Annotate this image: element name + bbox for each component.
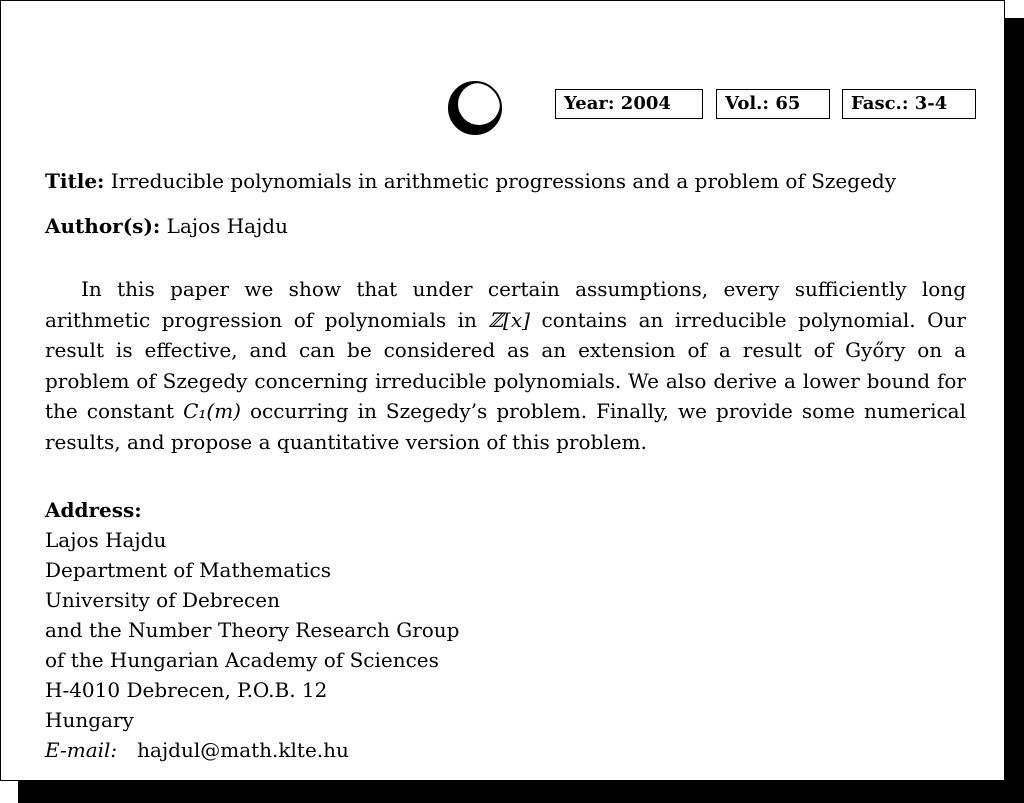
address-line: Hungary (45, 708, 134, 732)
fascicle-badge: Fasc.: 3-4 (842, 89, 976, 119)
title-value: Irreducible polynomials in arithmetic progressions and a problem of Szegedy (110, 169, 897, 193)
abstract-part-3: occurring in Szegedy’s problem. Finally, we provide some numerical results, and propose a quantitative version of this problem. (45, 399, 966, 454)
abstract-text (45, 274, 966, 457)
abstract-part-1: In this paper we show that under certain assumptions, every sufficiently long arithmetic progression of polynomials in (45, 277, 966, 332)
address-line: of the Hungarian Academy of Sciences (45, 648, 439, 672)
address-line: Department of Mathematics (45, 558, 332, 582)
paper-authors (45, 214, 288, 238)
crescent-circle-logo-icon (447, 80, 503, 136)
address-line: Lajos Hajdu (45, 528, 167, 552)
address-line: University of Debrecen (45, 588, 280, 612)
address-line: H-4010 Debrecen, P.O.B. 12 (45, 678, 328, 702)
address-heading: Address: (45, 498, 142, 522)
email-line (45, 735, 459, 765)
year-badge: Year: 2004 (555, 89, 703, 119)
volume-badge: Vol.: 65 (716, 89, 830, 119)
title-label: Title: (45, 169, 105, 193)
address-block (45, 495, 459, 765)
author-value: Lajos Hajdu (166, 214, 288, 238)
email-label: E-mail: (45, 738, 118, 762)
paper-title (45, 169, 896, 193)
address-line: and the Number Theory Research Group (45, 618, 460, 642)
math-constant: C₁(m) (183, 399, 241, 423)
abstract-part-2: contains an irreducible polynomial. Our result is effective, and can be considered as an extension of a result of Győry on a problem of Szegedy concerning irreducible polynomials. We also derive a lower bound for the constant (45, 307, 966, 423)
author-label: Author(s): (45, 214, 161, 238)
email-address: hajdul@math.klte.hu (137, 738, 349, 762)
math-ring: ℤ[x] (488, 307, 530, 332)
